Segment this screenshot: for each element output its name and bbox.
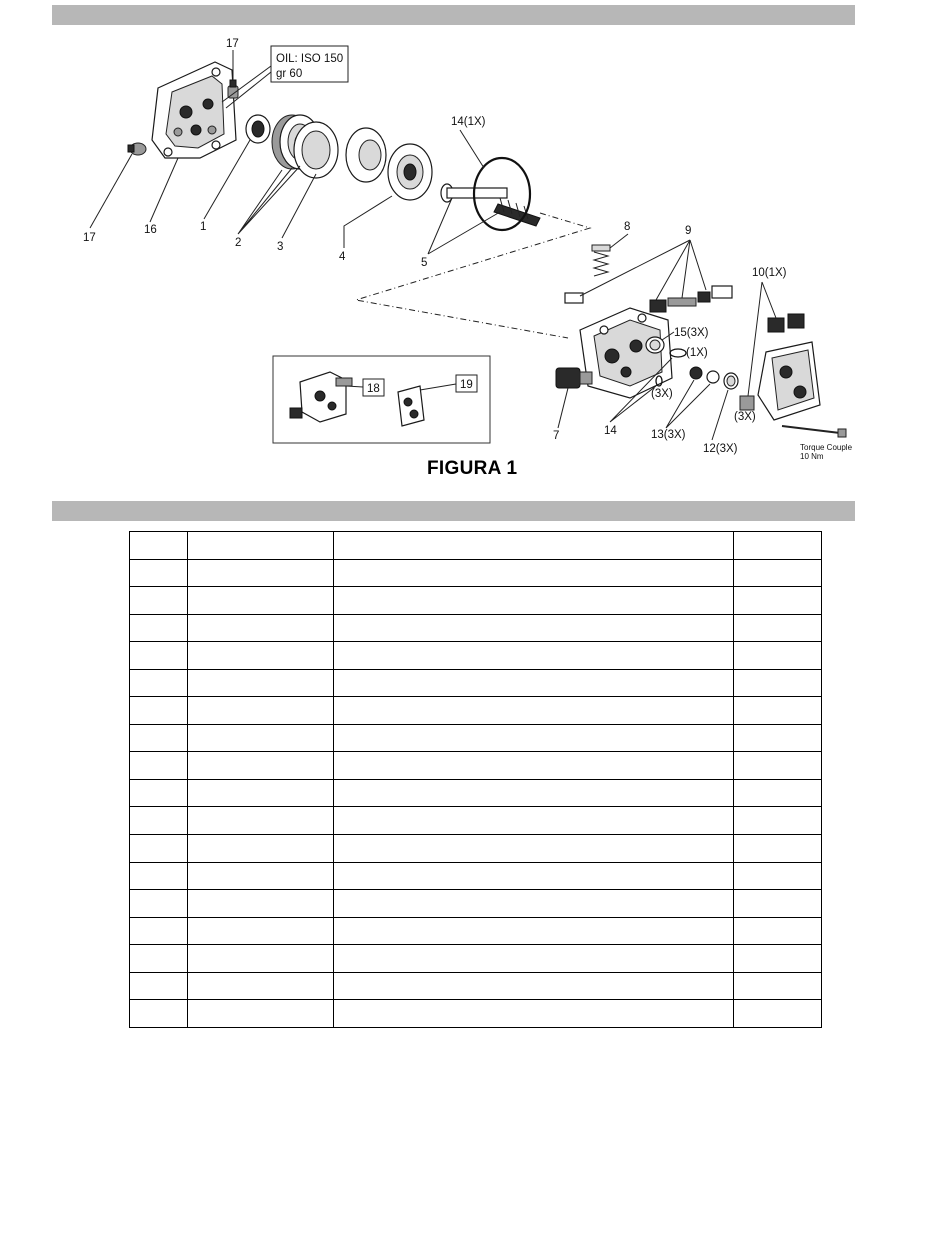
table-row xyxy=(130,890,822,918)
table-cell xyxy=(334,752,734,780)
oil-note-line2: gr 60 xyxy=(276,68,303,80)
table-row xyxy=(130,697,822,725)
table-row xyxy=(130,972,822,1000)
table-cell xyxy=(334,807,734,835)
table-cell xyxy=(188,614,334,642)
bolt xyxy=(782,426,840,433)
callout-13-3x: 13(3X) xyxy=(651,429,686,441)
table-row xyxy=(130,752,822,780)
table-cell xyxy=(734,642,822,670)
figure-caption: FIGURA 1 xyxy=(427,458,518,479)
callout-8: 8 xyxy=(624,221,631,233)
table-row xyxy=(130,1000,822,1028)
table-cell xyxy=(334,697,734,725)
table-cell xyxy=(130,752,188,780)
table-cell xyxy=(130,890,188,918)
table-row xyxy=(130,614,822,642)
table-cell xyxy=(188,835,334,863)
table-cell xyxy=(130,724,188,752)
table-cell xyxy=(130,807,188,835)
oil-note-line1: OIL: ISO 150 xyxy=(276,53,344,65)
table-cell xyxy=(334,890,734,918)
table-cell xyxy=(130,835,188,863)
table-row xyxy=(130,862,822,890)
torque-line1: Torque Couple xyxy=(800,443,853,452)
table-cell xyxy=(734,890,822,918)
table-row xyxy=(130,779,822,807)
table-cell xyxy=(188,752,334,780)
table-cell xyxy=(734,807,822,835)
inset-box xyxy=(273,356,490,443)
table-cell xyxy=(130,697,188,725)
table-cell xyxy=(734,614,822,642)
callout-2: 2 xyxy=(235,237,242,249)
table-cell xyxy=(334,972,734,1000)
table-cell xyxy=(188,779,334,807)
table-cell xyxy=(130,559,188,587)
table-cell xyxy=(334,559,734,587)
table-cell xyxy=(734,669,822,697)
table-cell xyxy=(734,724,822,752)
table-cell xyxy=(130,587,188,615)
table-cell xyxy=(334,917,734,945)
callout-14: 14 xyxy=(604,425,617,437)
table-cell xyxy=(188,972,334,1000)
table-cell xyxy=(334,587,734,615)
table-cell xyxy=(130,642,188,670)
callout-3x-a: (3X) xyxy=(651,388,673,400)
table-cell xyxy=(130,779,188,807)
table-cell xyxy=(130,669,188,697)
table-cell xyxy=(188,724,334,752)
table-cell xyxy=(734,862,822,890)
table-cell xyxy=(334,669,734,697)
callout-10-1x: 10(1X) xyxy=(752,267,787,279)
callout-16: 16 xyxy=(144,224,157,236)
table-row xyxy=(130,917,822,945)
table-cell xyxy=(188,890,334,918)
table-cell xyxy=(334,642,734,670)
table-cell xyxy=(188,669,334,697)
callout-17-left: 17 xyxy=(83,232,96,244)
table-cell xyxy=(334,532,734,560)
table-row xyxy=(130,587,822,615)
table-cell xyxy=(130,945,188,973)
table-cell xyxy=(734,752,822,780)
piston-5 xyxy=(441,184,540,226)
table-cell xyxy=(334,862,734,890)
table-cell xyxy=(334,835,734,863)
callout-3: 3 xyxy=(277,241,284,253)
seal-15 xyxy=(646,337,664,353)
crankcase-housing xyxy=(152,62,236,158)
parts-table-body xyxy=(130,532,822,1028)
table-cell xyxy=(334,614,734,642)
table-cell xyxy=(734,779,822,807)
table-cell xyxy=(188,532,334,560)
table-row xyxy=(130,835,822,863)
table-cell xyxy=(334,1000,734,1028)
plate-3 xyxy=(294,122,338,178)
callout-1x: (1X) xyxy=(686,347,708,359)
plug-17-left xyxy=(128,143,146,155)
table-cell xyxy=(188,642,334,670)
oil-seal-1 xyxy=(246,115,270,143)
table-row xyxy=(130,724,822,752)
table-row xyxy=(130,559,822,587)
callout-19: 19 xyxy=(460,379,473,391)
callout-15-3x: 15(3X) xyxy=(674,327,709,339)
table-cell xyxy=(734,532,822,560)
table-cell xyxy=(334,724,734,752)
exploded-pump-diagram xyxy=(0,0,950,500)
table-cell xyxy=(734,972,822,1000)
table-cell xyxy=(734,917,822,945)
callout-7: 7 xyxy=(553,430,560,442)
table-cell xyxy=(734,587,822,615)
parts-table xyxy=(129,531,822,1028)
table-cell xyxy=(188,807,334,835)
table-cell xyxy=(734,697,822,725)
table-cell xyxy=(130,862,188,890)
callout-3x-b: (3X) xyxy=(734,411,756,423)
section-bar xyxy=(52,501,855,521)
table-row xyxy=(130,807,822,835)
table-cell xyxy=(188,917,334,945)
table-cell xyxy=(130,917,188,945)
callout-5: 5 xyxy=(421,257,428,269)
table-row xyxy=(130,945,822,973)
unloader-valve-9 xyxy=(565,286,732,312)
table-cell xyxy=(130,972,188,1000)
table-cell xyxy=(334,779,734,807)
table-cell xyxy=(130,532,188,560)
table-cell xyxy=(734,945,822,973)
torque-line2: 10 Nm xyxy=(800,452,824,461)
callout-14-1x: 14(1X) xyxy=(451,116,486,128)
valve-spring-8 xyxy=(592,245,610,276)
table-row xyxy=(130,642,822,670)
table-cell xyxy=(734,835,822,863)
callout-9: 9 xyxy=(685,225,692,237)
o-ring-1x xyxy=(670,349,686,357)
callout-18: 18 xyxy=(367,383,380,395)
table-cell xyxy=(734,559,822,587)
table-cell xyxy=(188,559,334,587)
callout-4: 4 xyxy=(339,251,346,263)
table-cell xyxy=(188,862,334,890)
callout-17-top: 17 xyxy=(226,38,239,50)
seal-12 xyxy=(724,373,738,389)
bearing-4 xyxy=(346,128,432,200)
table-row xyxy=(130,669,822,697)
table-cell xyxy=(188,1000,334,1028)
table-cell xyxy=(188,587,334,615)
callout-12-3x: 12(3X) xyxy=(703,443,738,455)
callout-1: 1 xyxy=(200,221,207,233)
table-row xyxy=(130,532,822,560)
valve-13 xyxy=(690,367,719,383)
table-cell xyxy=(130,614,188,642)
table-cell xyxy=(334,945,734,973)
plug-17-top xyxy=(228,80,238,98)
table-cell xyxy=(734,1000,822,1028)
table-cell xyxy=(188,945,334,973)
table-cell xyxy=(188,697,334,725)
table-cell xyxy=(130,1000,188,1028)
